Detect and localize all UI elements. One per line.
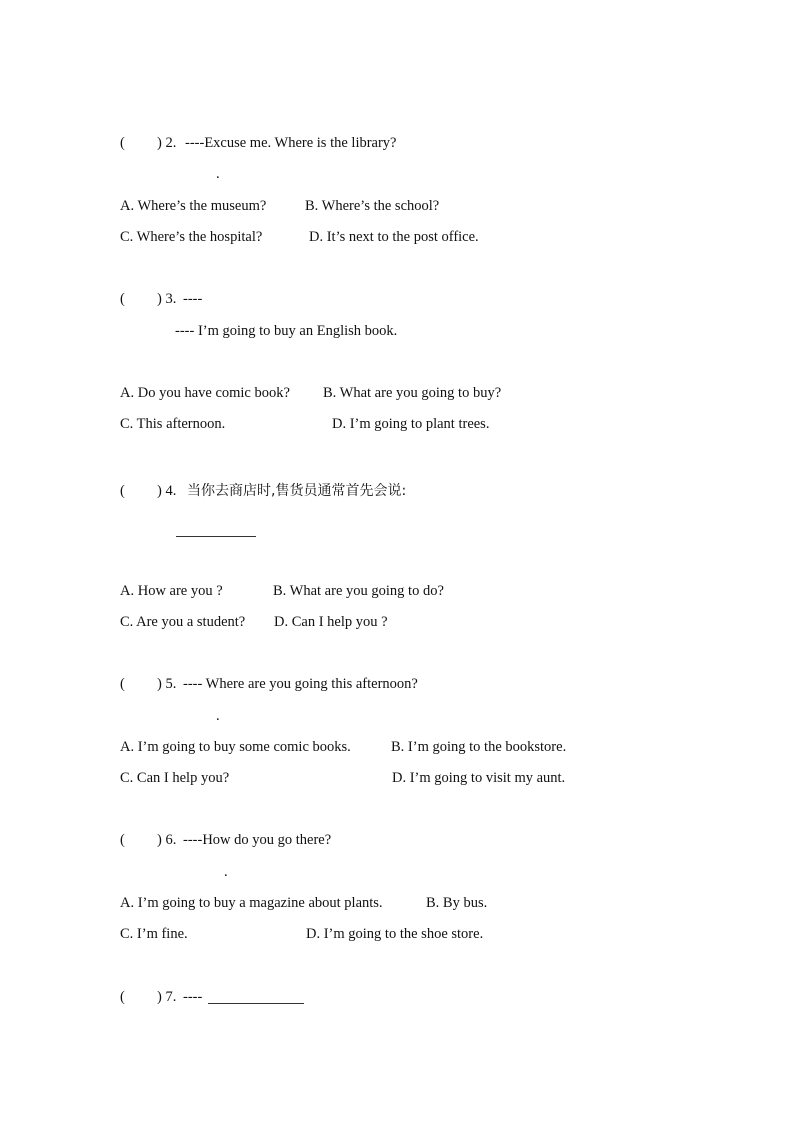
answer-placeholder: . [224,864,228,880]
question-prompt: ---- [183,989,203,1005]
answer-paren-open: ( [120,989,125,1005]
option-a: A. I’m going to buy some comic books. [120,739,351,755]
answer-paren-open: ( [120,676,125,692]
option-a: A. How are you ? [120,583,223,599]
option-d: D. Can I help you ? [274,614,388,630]
question-prompt: ----Excuse me. Where is the library? [185,135,397,151]
answer-paren-open: ( [120,483,125,499]
option-c: C. This afternoon. [120,416,226,432]
option-b: B. Where’s the school? [305,198,440,214]
option-b: B. What are you going to buy? [323,385,502,401]
question-prompt: 当你去商店时,售货员通常首先会说: [187,483,407,499]
question-number: ) 5. [157,676,177,692]
option-d: D. I’m going to plant trees. [332,416,490,432]
option-a: A. Do you have comic book? [120,385,290,401]
question-number: ) 4. [157,483,177,499]
answer-blank [176,522,256,542]
option-a: A. Where’s the museum? [120,198,267,214]
answer-placeholder: . [216,166,220,182]
option-c: C. I’m fine. [120,926,188,942]
question-number: ) 2. [157,135,177,151]
option-b: B. By bus. [426,895,488,911]
question-number: ) 3. [157,291,177,307]
option-c: C. Can I help you? [120,770,230,786]
question-prompt: ---- [183,291,203,307]
question-number: ) 7. [157,989,177,1005]
option-d: D. I’m going to the shoe store. [306,926,484,942]
option-d: D. I’m going to visit my aunt. [392,770,566,786]
answer-paren-open: ( [120,291,125,307]
question-reply: ---- I’m going to buy an English book. [175,323,398,339]
option-c: C. Are you a student? [120,614,246,630]
option-c: C. Where’s the hospital? [120,229,263,245]
option-b: B. What are you going to do? [273,583,444,599]
option-b: B. I’m going to the bookstore. [391,739,567,755]
answer-paren-open: ( [120,135,125,151]
answer-blank [208,988,304,1009]
question-prompt: ---- Where are you going this afternoon? [183,676,418,692]
answer-paren-open: ( [120,832,125,848]
option-d: D. It’s next to the post office. [309,229,479,245]
question-number: ) 6. [157,832,177,848]
answer-placeholder: . [216,708,220,724]
question-prompt: ----How do you go there? [183,832,332,848]
option-a: A. I’m going to buy a magazine about plants. [120,895,383,911]
